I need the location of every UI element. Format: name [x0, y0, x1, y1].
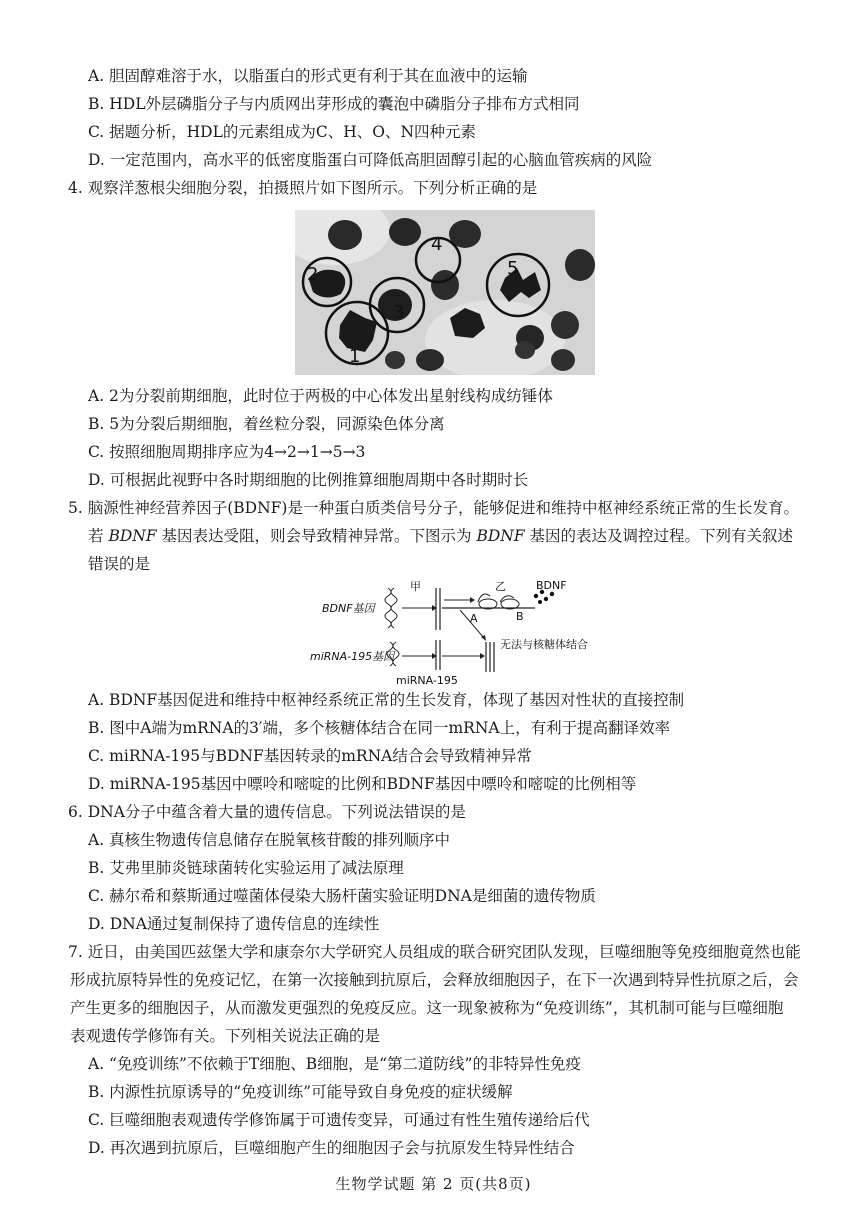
q5-stem-gene-name: BDNF	[108, 527, 157, 545]
q5-stem-text-b: 基因表达受阻，则会导致精神异常。下图示为	[156, 527, 477, 545]
q5-option-d: D. miRNA-195基因中嘌呤和嘧啶的比例和BDNF基因中嘌呤和嘧啶的比例相等	[88, 775, 637, 793]
q7-option-c: C. 巨噬细胞表观遗传学修饰属于可遗传变异，可通过有性生殖传递给后代	[88, 1111, 590, 1129]
onion-root-tip-micrograph	[295, 210, 595, 375]
q6-stem: 6. DNA分子中蕴含着大量的遗传信息。下列说法错误的是	[68, 803, 466, 821]
q4-option-d: D. 可根据此视野中各时期细胞的比例推算细胞周期中各时期时长	[88, 471, 529, 489]
q7-stem-line-2: 形成抗原特异性的免疫记忆，在第一次接触到抗原后，会释放细胞因子，在下一次遇到特异性抗原之后，会	[70, 971, 799, 989]
q6-option-b: B. 艾弗里肺炎链球菌转化实验运用了减法原理	[88, 859, 404, 877]
diagram-label-bdnf-protein: BDNF	[536, 580, 567, 592]
q5-stem-gene-name-2: BDNF	[476, 527, 525, 545]
q5-option-a: A. BDNF基因促进和维持中枢神经系统正常的生长发育，体现了基因对性状的直接控制	[88, 691, 685, 709]
prev-option-c: C. 据题分析，HDL的元素组成为C、H、O、N四种元素	[88, 123, 477, 141]
cell-label-4: 4	[431, 234, 443, 255]
q7-option-d: D. 再次遇到抗原后，巨噬细胞产生的细胞因子会与抗原发生特异性结合	[88, 1139, 575, 1157]
prev-option-a: A. 胆固醇难溶于水，以脂蛋白的形式更有利于其在血液中的运输	[88, 67, 528, 85]
diagram-label-bdnf-gene: BDNF基因	[322, 602, 375, 615]
q6-option-a: A. 真核生物遗传信息储存在脱氧核苷酸的排列顺序中	[88, 831, 451, 849]
q5-option-c: C. miRNA-195与BDNF基因转录的mRNA结合会导致精神异常	[88, 747, 532, 765]
micrograph-svg	[295, 210, 595, 375]
diagram-label-mirna: miRNA-195	[396, 674, 458, 687]
q7-stem-line-1: 7. 近日，由美国匹兹堡大学和康奈尔大学研究人员组成的联合研究团队发现，巨噬细胞等免疫细胞竟然也能	[68, 943, 801, 961]
q4-option-b: B. 5为分裂后期细胞，着丝粒分裂，同源染色体分离	[88, 415, 445, 433]
q6-option-c: C. 赫尔希和蔡斯通过噬菌体侵染大肠杆菌实验证明DNA是细菌的遗传物质	[88, 887, 596, 905]
diagram-label-jia: 甲	[410, 580, 421, 593]
diagram-label-blocked: 无法与核糖体结合	[500, 638, 588, 651]
q5-stem-text-c: 基因的表达及调控过程。下列有关叙述	[524, 527, 794, 545]
cell-label-1: 1	[349, 346, 361, 367]
diagram-label-a: A	[470, 612, 478, 625]
q7-option-b: B. 内源性抗原诱导的“免疫训练”可能导致自身免疫的症状缓解	[88, 1083, 513, 1101]
cell-label-5: 5	[507, 258, 519, 279]
diagram-label-yi: 乙	[495, 580, 506, 593]
diagram-svg	[310, 580, 640, 690]
q5-stem-line-1: 5. 脑源性神经营养因子(BDNF)是一种蛋白质类信号分子，能够促进和维持中枢神经系统正常的生长发育。	[68, 499, 799, 517]
q5-stem-line-3: 错误的是	[88, 555, 151, 573]
q4-option-c: C. 按照细胞周期排序应为4→2→1→5→3	[88, 443, 366, 461]
prev-option-b: B. HDL外层磷脂分子与内质网出芽形成的囊泡中磷脂分子排布方式相同	[88, 95, 580, 113]
q7-stem-line-3: 产生更多的细胞因子，从而激发更强烈的免疫反应。这一现象被称为“免疫训练”，其机制可能与巨噬细胞	[70, 999, 784, 1017]
q4-stem: 4. 观察洋葱根尖细胞分裂，拍摄照片如下图所示。下列分析正确的是	[68, 179, 538, 197]
q7-stem-line-4: 表观遗传学修饰有关。下列相关说法正确的是	[70, 1027, 381, 1045]
q4-option-a: A. 2为分裂前期细胞，此时位于两极的中心体发出星射线构成纺锤体	[88, 387, 553, 405]
bdnf-regulation-diagram	[310, 580, 640, 690]
q6-option-d: D. DNA通过复制保持了遗传信息的连续性	[88, 915, 380, 933]
prev-option-d: D. 一定范围内，高水平的低密度脂蛋白可降低高胆固醇引起的心脑血管疾病的风险	[88, 151, 653, 169]
page-footer: 生物学试题 第 2 页(共8页)	[335, 1175, 532, 1193]
diagram-label-b: B	[516, 610, 524, 623]
cell-label-3: 3	[393, 302, 405, 323]
q5-stem-line-2	[88, 526, 793, 546]
cell-label-2: 2	[307, 264, 319, 285]
q7-option-a: A. “免疫训练”不依赖于T细胞、B细胞，是“第二道防线”的非特异性免疫	[88, 1055, 581, 1073]
q5-option-b: B. 图中A端为mRNA的3′端，多个核糖体结合在同一mRNA上，有利于提高翻译效率	[88, 719, 671, 737]
diagram-label-mirna-gene: miRNA-195基因	[310, 650, 395, 663]
q5-stem-text-a: 若	[88, 527, 109, 545]
